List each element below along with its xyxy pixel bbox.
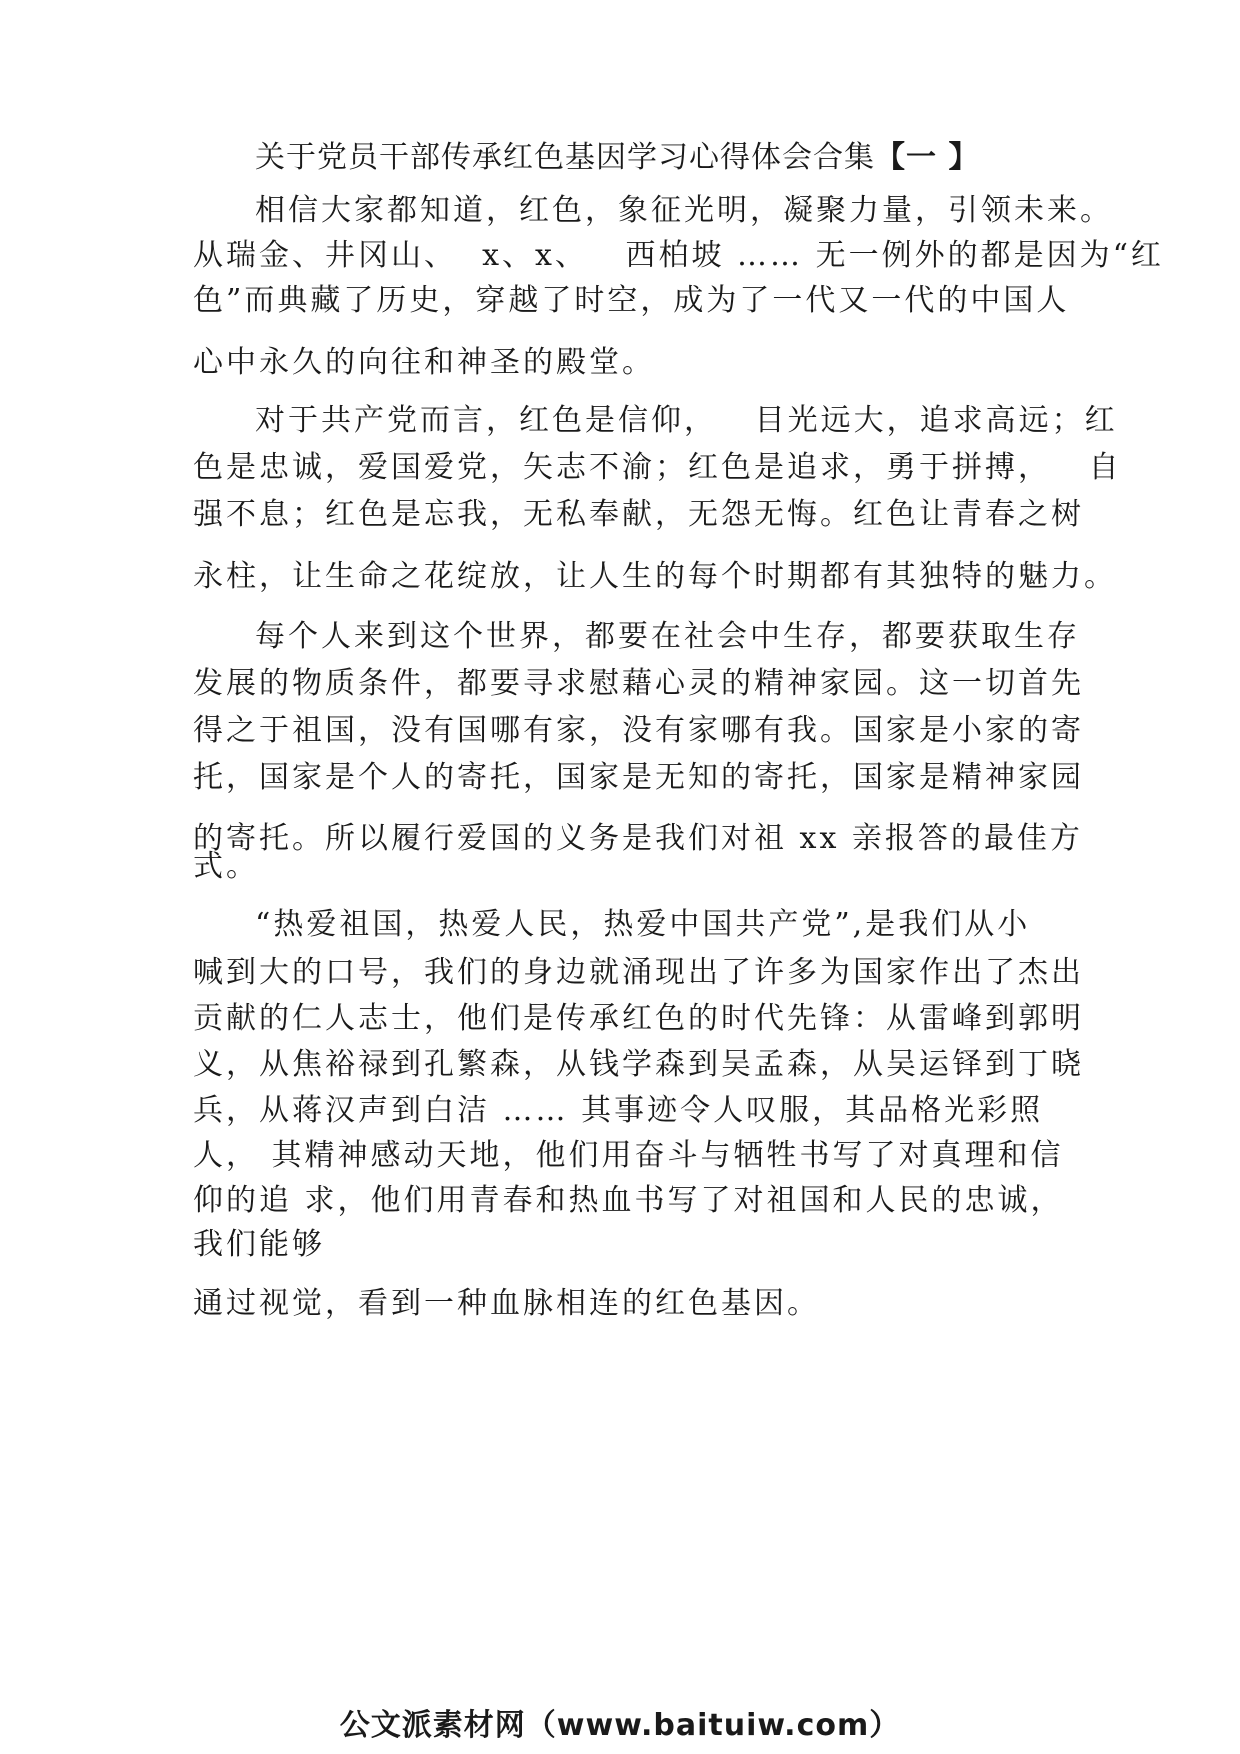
paragraph-line: 兵，从蒋汉声到白洁 …… 其事迹令人叹服，其品格光彩照 [193,1093,1044,1128]
paragraph-line: 永柱，让生命之花绽放，让人生的每个时期都有其独特的魅力。 [193,559,1117,594]
paragraph-line: 色是忠诚，爱国爱党，矢志不渝；红色是追求，勇于拼搏， 自 [193,450,1122,485]
paragraph-line: 托，国家是个人的寄托，国家是无知的寄托，国家是精神家园 [193,760,1084,795]
paragraph-line: 贡献的仁人志士，他们是传承红色的时代先锋：从雷峰到郭明 [193,1001,1084,1036]
paragraph-line: 仰的追 求，他们用青春和热血书写了对祖国和人民的忠诚， [193,1183,1064,1218]
title-suffix: 【一 】 [875,140,980,175]
paragraph-line: 色”而典藏了历史，穿越了时空，成为了一代又一代的中国人 [193,283,1070,318]
paragraph-line: 式。 [193,849,259,884]
paragraph-line: 对于共产党而言，红色是信仰， 目光远大，追求高远；红 [255,403,1118,438]
paragraph-line: 从瑞金、井冈山、 x、x、 西柏坡 …… 无一例外的都是因为“红 [193,238,1164,273]
paragraph-line: 得之于祖国，没有国哪有家，没有家哪有我。国家是小家的寄 [193,713,1084,748]
paragraph-line: 强不息；红色是忘我，无私奉献，无怨无悔。红色让青春之树 [193,497,1084,532]
paragraph-line: 每个人来到这个世界，都要在社会中生存，都要获取生存 [255,619,1080,654]
document-title [255,140,980,175]
paragraph-line: 相信大家都知道，红色，象征光明，凝聚力量，引领未来。 [255,193,1113,228]
paragraph-line: 我们能够 [193,1227,325,1262]
paragraph-line: 人， 其精神感动天地，他们用奋斗与牺牲书写了对真理和信 [193,1138,1064,1173]
paragraph-line: 的寄托。所以履行爱国的义务是我们对祖 xx 亲报答的最佳方 [193,821,1083,856]
paragraph-line: 心中永久的向往和神圣的殿堂。 [193,345,655,380]
paragraph-line: 发展的物质条件，都要寻求慰藉心灵的精神家园。这一切首先 [193,666,1084,701]
footer-source: 公文派素材网（www.baituiw.com） [339,1708,901,1743]
paragraph-line: 义，从焦裕禄到孔繁森，从钱学森到吴孟森，从吴运铎到丁晓 [193,1047,1084,1082]
paragraph-line: 通过视觉，看到一种血脉相连的红色基因。 [193,1286,820,1321]
paragraph-line: “热爱祖国，热爱人民，热爱中国共产党”,是我们从小 [255,907,1031,942]
title-text: 关于党员干部传承红色基因学习心得体会合集 [255,140,875,175]
paragraph-line: 喊到大的口号，我们的身边就涌现出了许多为国家作出了杰出 [193,955,1084,990]
